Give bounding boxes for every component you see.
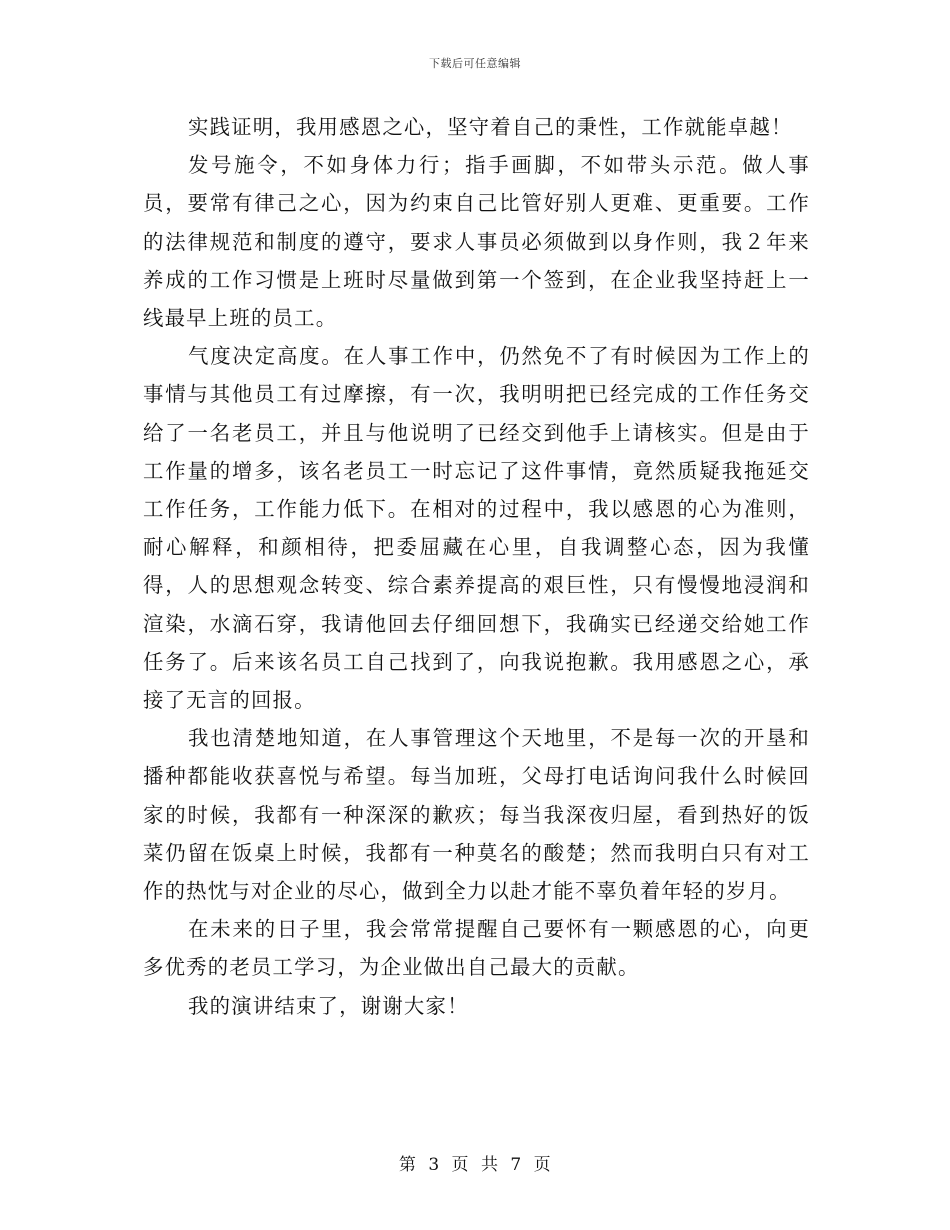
footer-current-page: 3 <box>428 1155 440 1175</box>
footer-total-pages: 7 <box>510 1155 522 1175</box>
footer-label-total-unit: 页 <box>533 1155 552 1175</box>
header-note: 下载后可任意编辑 <box>429 57 521 70</box>
footer-label-total: 共 <box>480 1155 499 1175</box>
document-body <box>143 108 810 1025</box>
paragraph-6: 我的演讲结束了，谢谢大家！ <box>188 993 469 1018</box>
footer-label-page: 第 <box>398 1155 417 1175</box>
footer-label-page-unit: 页 <box>451 1155 470 1175</box>
paragraph-5: 在未来的日子里，我会常常提醒自己要怀有一颗感恩的心，向更多优秀的老员工学习，为企业做出自己最大的贡献。 <box>143 917 810 980</box>
paragraph-3: 气度决定高度。在人事工作中，仍然免不了有时候因为工作上的事情与其他员工有过摩擦，有一次，我明明把已经完成的工作任务交给了一名老员工，并且与他说明了已经交到他手上请核实。但是由于工作量的增多，该名老员工一时忘记了这件事情，竟然质疑我拖延交工作任务，工作能力低下。在相对的过程中，我以感恩的心为准则，耐心解释，和颜相待，把委屈藏在心里，自我调整心态，因为我懂得，人的思想观念转变、综合素养提高的艰巨性，只有慢慢地浸润和渲染，水滴石穿，我请他回去仔细回想下，我确实已经递交给她工作任务了。后来该名员工自己找到了，向我说抱歉。我用感恩之心，承接了无言的回报。 <box>143 344 810 713</box>
paragraph-4: 我也清楚地知道，在人事管理这个天地里，不是每一次的开垦和播种都能收获喜悦与希望。每当加班，父母打电话询问我什么时候回家的时候，我都有一种深深的歉疚；每当我深夜归屋，看到热好的饭菜仍留在饭桌上时候，我都有一种莫名的酸楚；然而我明白只有对工作的热忱与对企业的尽心，做到全力以赴才能不辜负着年轻的岁月。 <box>143 726 810 904</box>
paragraph-2: 发号施令，不如身体力行；指手画脚，不如带头示范。做人事员，要常有律己之心，因为约束自己比管好别人更难、更重要。工作的法律规范和制度的遵守，要求人事员必须做到以身作则，我２年来养成的工作习惯是上班时尽量做到第一个签到，在企业我坚持赶上一线最早上班的员工。 <box>143 153 810 331</box>
page-number-footer <box>0 1150 950 1175</box>
paragraph-1: 实践证明，我用感恩之心，坚守着自己的秉性，工作就能卓越！ <box>188 115 793 139</box>
